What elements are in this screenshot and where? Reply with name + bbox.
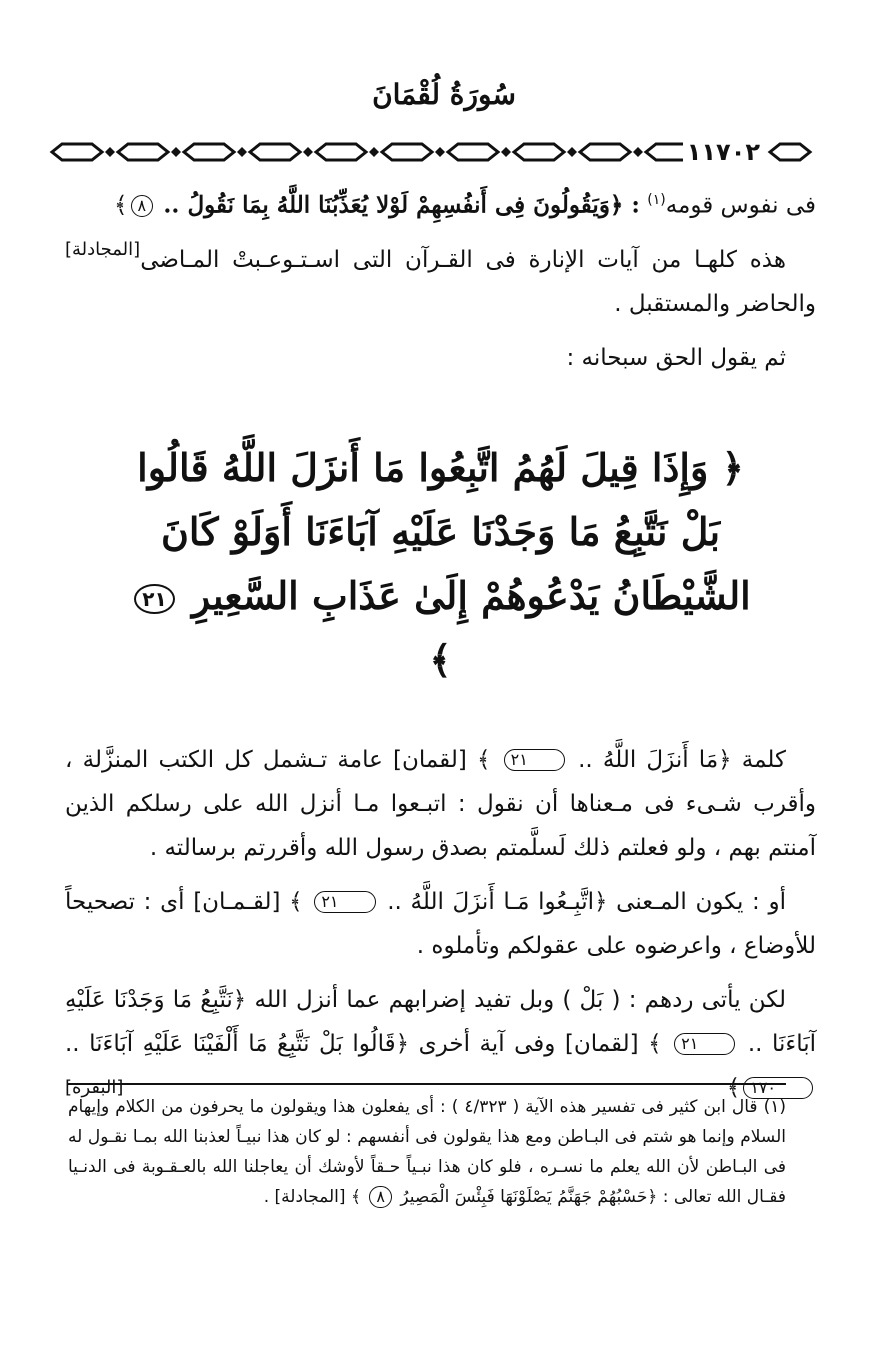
paragraph-5-text: ﴾ [لقـمـان] أى : تصحيحاً للأوضاع ، واعرضوه على عقولكم وتأملوه . <box>65 888 816 959</box>
paragraph-1-text: فى نفوس قومه <box>665 192 816 219</box>
quran-verse: وَإِذَا قِيلَ لَهُمُ اتَّبِعُوا مَا أَنزَلَ اللَّهُ قَالُوا بَلْ نَتَّبِعُ مَا وَجَدْنَا عَلَيْهِ آبَاءَنَا أَوَلَوْ كَانَ الشَّيْطَانُ يَدْعُوهُمْ إِلَىٰ عَذَابِ السَّعِيرِ <box>137 444 751 618</box>
quran-quote: لكن يأتى ردهم : ( بَلْ ) وبل تفيد إضرابهم عما أنزل الله ﴿نَتَّبِعُ مَا وَجَدْنَا عَلَيْهِ آبَاءَنَا .. <box>65 986 817 1057</box>
paragraph-5 <box>65 880 816 968</box>
footnote-divider <box>68 1083 786 1085</box>
footnote-source: ﴾ [المجادلة] . <box>263 1187 361 1207</box>
footnote <box>68 1092 786 1212</box>
paragraph-4 <box>65 738 816 870</box>
quran-quote: ﴾ [لقمان] وفى آية أخرى ﴿قَالُوا بَلْ نَتَّبِعُ مَا أَلْفَيْنَا عَلَيْهِ آبَاءَنَا .. <box>65 1030 662 1057</box>
paragraph-3: ثم يقول الحق سبحانه : <box>566 344 786 371</box>
verse-number: ٢١ <box>134 584 174 614</box>
verse-number: ٢١ <box>674 1033 735 1055</box>
paragraph-6: لكن يأتى ردهم : ( بَلْ ) وبل تفيد إضرابهم عما أنزل الله ﴿نَتَّبِعُ مَا وَجَدْنَا عَلَيْهِ آبَاءَنَا .. ٢١ ﴾ [لقمان] وفى آية أخرى ﴿قَالُوا بَلْ نَتَّبِعُ مَا أَلْفَيْنَا عَلَيْهِ آبَاءَنَا .. ١٧٠﴾ [البقرة] <box>65 978 816 1110</box>
source-reference: [البقرة] <box>65 1076 124 1098</box>
verse-number: ١٧٠ <box>743 1077 813 1099</box>
verse-close-bracket-icon: ﴾ <box>429 636 452 682</box>
verse-open-bracket-icon: ﴿ <box>721 444 744 490</box>
footnote-marker: (١) <box>647 192 666 208</box>
header-ornament-band <box>48 138 814 166</box>
paragraph-4-text: ﴾ [لقمان] عامة تـشمل كل الكتب المنزَّلة ، وأقرب شـىء فى مـعناها أن نقول : اتبـعوا مـا أنزل الله على رسلكم الذين آمنتم بهم ، ولو فعلتم ذلك لَسلَّمتم بصدق رسول الله وأقررتم برسالته . <box>65 746 816 861</box>
quran-verse-block <box>121 436 761 692</box>
paragraph-1: فى نفوس قومه$^{(١)}$ : ﴿وَيَقُولُونَ فِى أَنفُسِهِمْ لَوْلا يُعَذِّبُنَا اللَّهُ بِمَا نَقُولُ .. ٨﴾ [المجادلة] <box>65 178 816 228</box>
quran-quote: أو : يكون المـعنى ﴿اتَّبِـعُوا مَـا أَنزَلَ اللَّهُ .. <box>387 888 786 915</box>
verse-number: ٨ <box>131 195 154 217</box>
source-reference: [المجادلة] <box>65 238 141 260</box>
page-number: ١١٧٠٢ <box>683 138 764 166</box>
quran-quote: كلمة ﴿مَا أَنزَلَ اللَّهُ .. <box>578 746 786 773</box>
quran-quote: : ﴿وَيَقُولُونَ فِى أَنفُسِهِمْ لَوْلا يُعَذِّبُنَا اللَّهُ بِمَا نَقُولُ .. <box>163 191 640 219</box>
verse-number: ٨ <box>369 1186 392 1208</box>
footnote-text: (١) قال ابن كثير فى تفسير هذه الآية ( ٤/٣٢٣ ) : أى يفعلون هذا ويقولون ما يحرفون من الكلام وإيهام السلام وإنما هو شتم فى البـاطن ومع هذا يقولون فى أنفسهم : لو كان هذا نبيـاً لعذبنا الله بمـا نقـول له فى البـاطن لأن الله يعلم ما نسـره ، فلو كان هذا نبـياً حـقاً لأوشك أن يعاجلنا الله بالعـقـوبة فى الدنـيا فقـال الله تعالى : ﴿حَسْبُهُمْ جَهَنَّمُ يَصْلَوْنَهَا فَبِئْسَ الْمَصِيرُ <box>68 1097 786 1207</box>
verse-number: ٢١ <box>314 891 375 913</box>
paragraph-2: هذه كلهـا من آيات الإنارة فى القـرآن التى اسـتـوعـبتْ المـاضى والحاضر والمستقبل . <box>140 246 816 317</box>
page-body <box>65 178 816 1110</box>
surah-title: سُورَةُ لُقْمَانَ <box>372 78 516 111</box>
verse-number: ٢١ <box>504 749 565 771</box>
